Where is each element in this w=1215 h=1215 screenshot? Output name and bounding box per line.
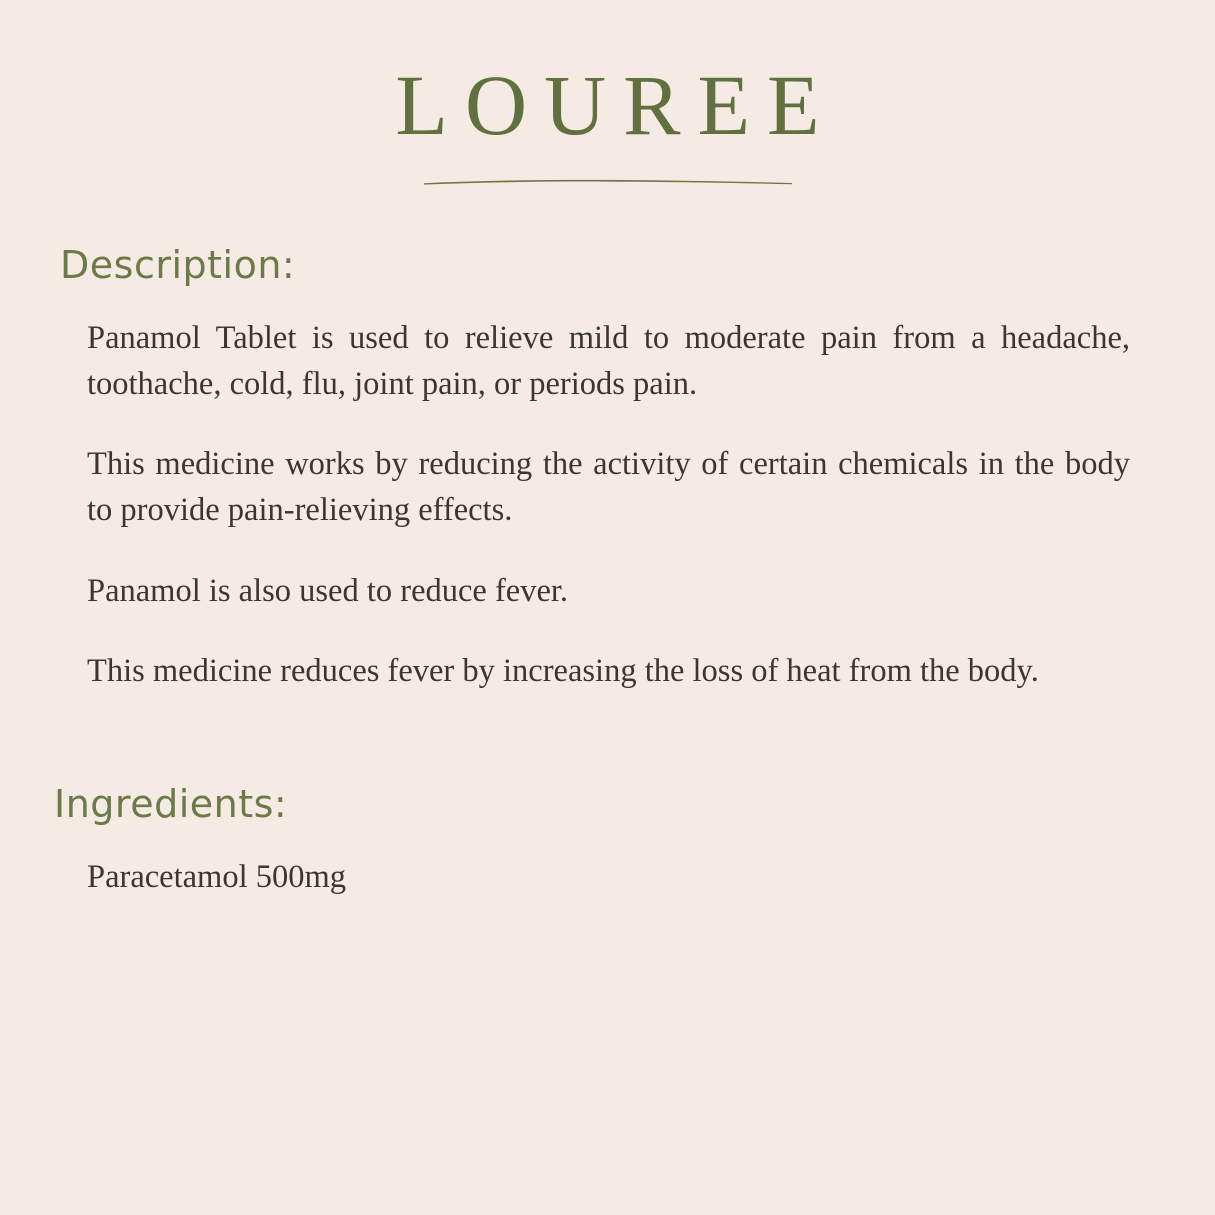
description-heading: Description:	[60, 243, 296, 287]
ingredient-item: Paracetamol 500mg	[87, 858, 347, 895]
card-content	[0, 243, 1215, 900]
description-paragraph: Panamol Tablet is used to relieve mild to moderate pain from a headache, toothache, cold, flu, joint pain, or periods pain.	[87, 320, 1130, 403]
description-paragraph: This medicine works by reducing the activity of certain chemicals in the body to provide pain-relieving effects.	[87, 446, 1130, 529]
description-paragraph: Panamol is also used to reduce fever.	[87, 572, 569, 609]
brush-stroke-divider-icon	[422, 178, 794, 183]
brand-title: LOUREE	[395, 57, 837, 153]
brand-header	[0, 0, 1215, 183]
ingredients-heading: Ingredients:	[54, 781, 288, 826]
description-body	[54, 315, 1163, 694]
description-paragraph: This medicine reduces fever by increasing the loss of heat from the body.	[87, 652, 1039, 689]
